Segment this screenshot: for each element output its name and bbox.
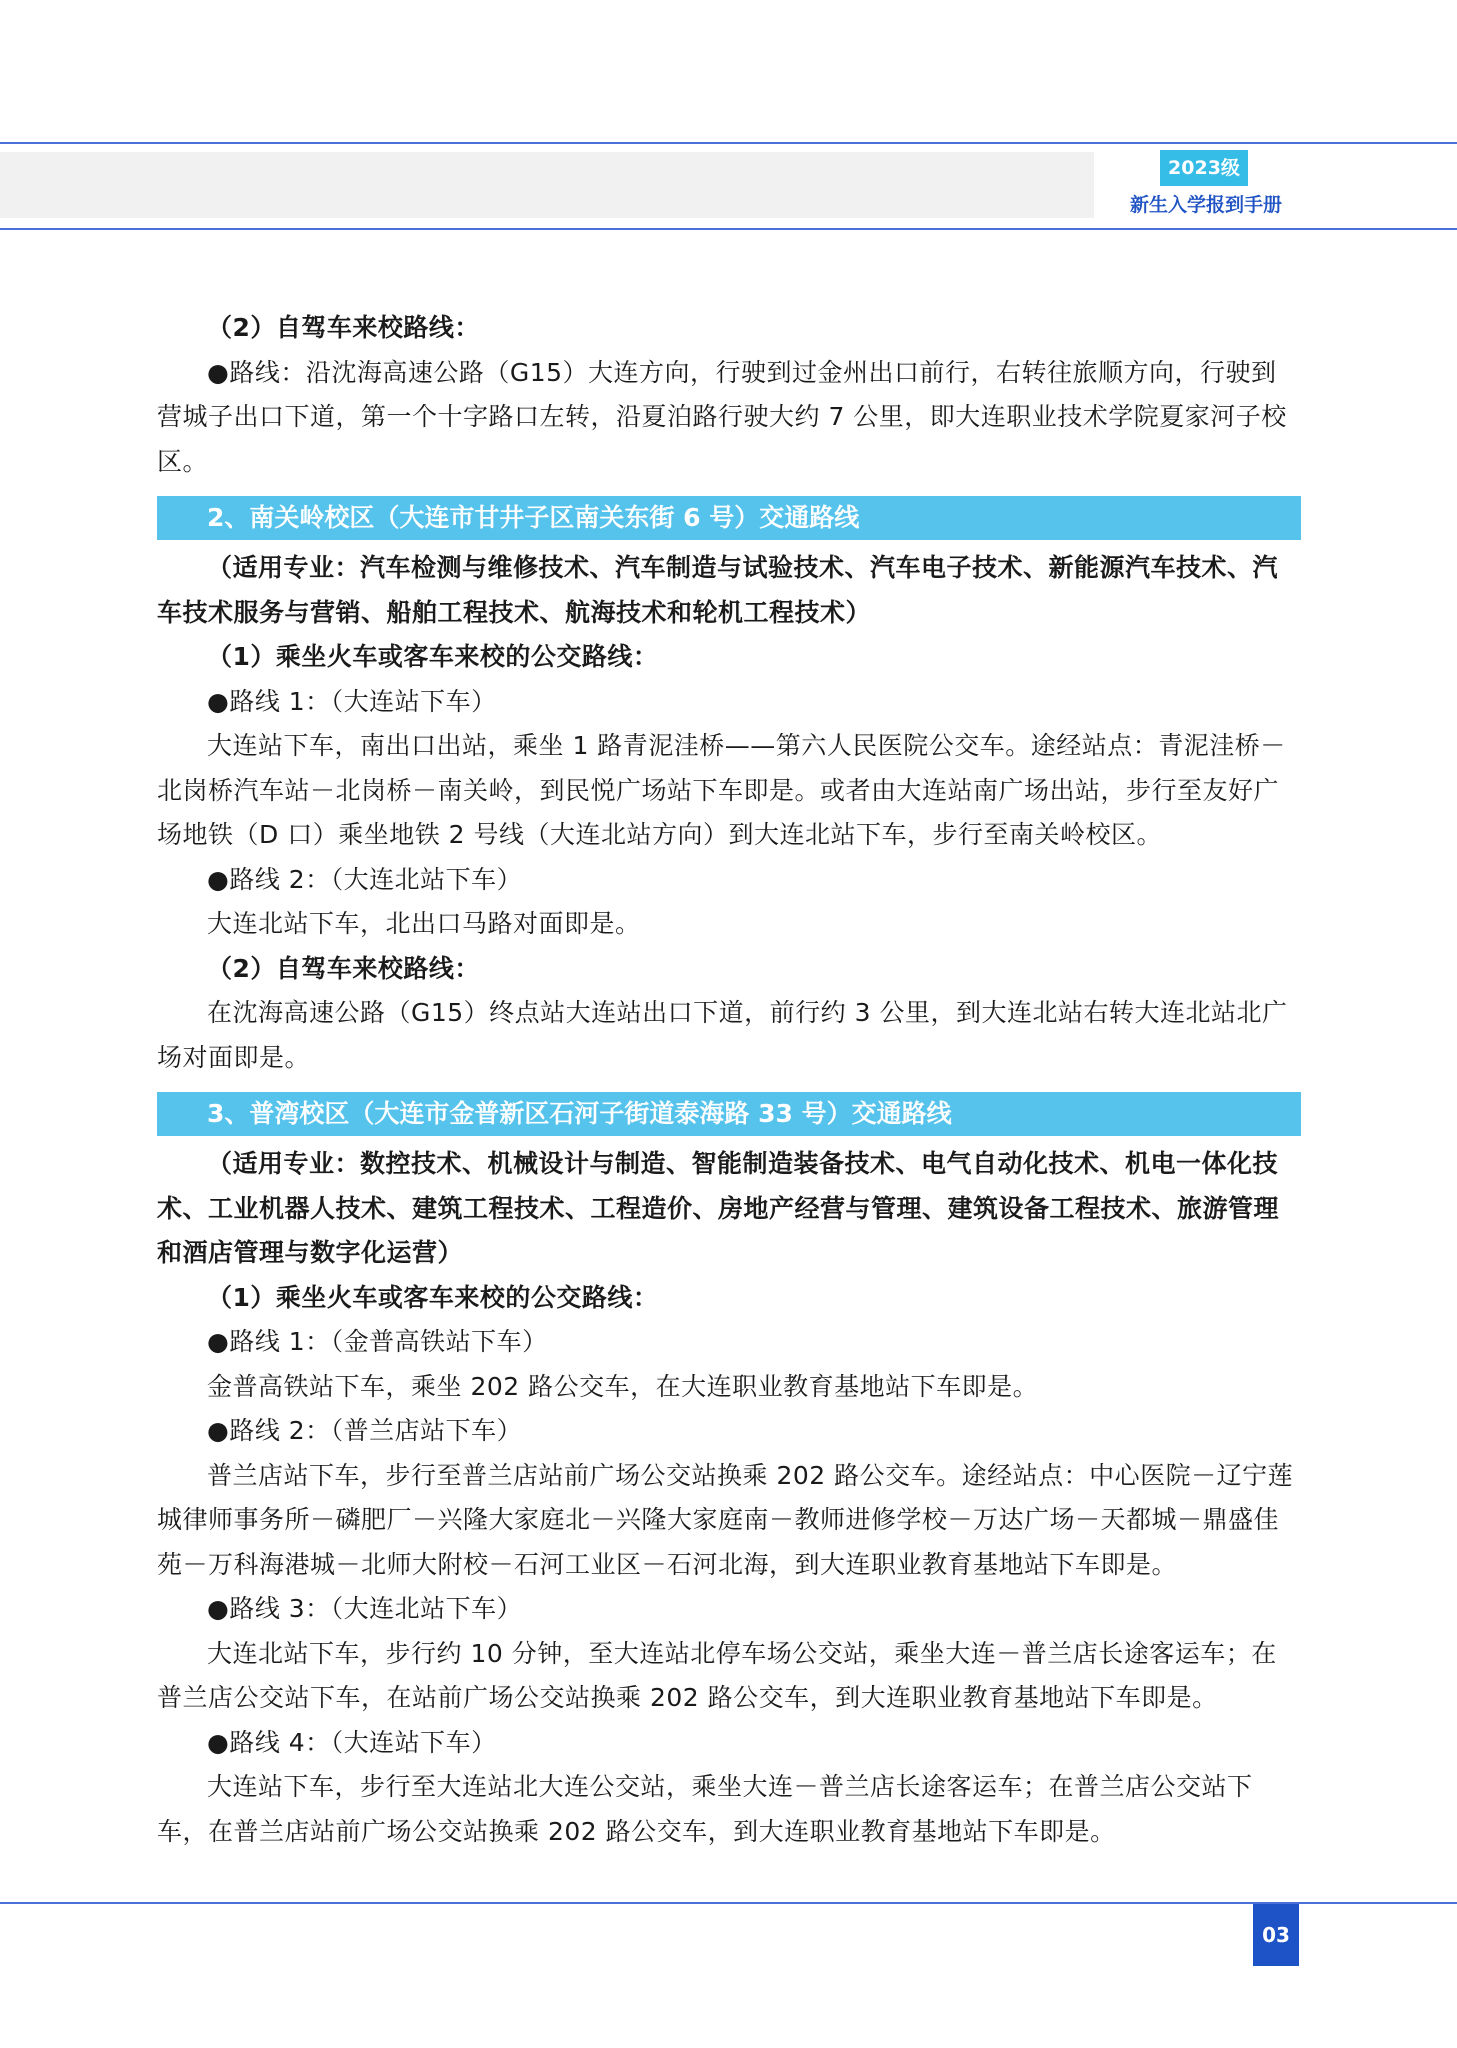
majors-nanguanling: （适用专业：汽车检测与维修技术、汽车制造与试验技术、汽车电子技术、新能源汽车技术、汽车技术服务与营销、船舶工程技术、航海技术和轮机工程技术）	[157, 553, 1279, 627]
header-subtitle: 新生入学报到手册	[1129, 194, 1282, 216]
route-title: ●路线 2：（普兰店站下车）	[207, 1416, 523, 1445]
drive-route-heading: （2）自驾车来校路线：	[207, 313, 480, 342]
route-title: ●路线 2：（大连北站下车）	[207, 864, 523, 894]
header-rule-top	[0, 142, 1457, 144]
route-text: 大连站下车，步行至大连站北大连公交站，乘坐大连－普兰店长途客运车；在普兰店公交站下车，在普兰店站前广场公交站换乘 202 路公交车，到大连职业教育基地站下车即是。	[157, 1772, 1253, 1846]
route-text: 大连站下车，南出口出站，乘坐 1 路青泥洼桥——第六人民医院公交车。途经站点：青泥洼桥－北岗桥汽车站－北岗桥－南关岭，到民悦广场站下车即是。或者由大连站南广场出站，步行至友好广场地铁（D 口）乘坐地铁 2 号线（大连北站方向）到大连北站下车，步行至南关岭校区。	[157, 731, 1286, 849]
route-text: 普兰店站下车，步行至普兰店站前广场公交站换乘 202 路公交车。途经站点：中心医院－辽宁莲城律师事务所－磷肥厂－兴隆大家庭北－兴隆大家庭南－教师进修学校－万达广场－天都城－鼎盛佳苑－万科海港城－北师大附校－石河工业区－石河北海，到大连职业教育基地站下车即是。	[157, 1460, 1294, 1579]
route-text: 大连北站下车，步行约 10 分钟，至大连站北停车场公交站，乘坐大连－普兰店长途客运车；在普兰店公交站下车，在站前广场公交站换乘 202 路公交车，到大连职业教育基地站下车即是。	[157, 1638, 1277, 1712]
footer-rule	[0, 1902, 1457, 1904]
drive-route-text: 在沈海高速公路（G15）终点站大连站出口下道，前行约 3 公里，到大连北站右转大连北站北广场对面即是。	[157, 998, 1288, 1072]
section-title-puwan: 3、普湾校区（大连市金普新区石河子街道泰海路 33 号）交通路线	[157, 1092, 1301, 1136]
page-number-badge: 03	[1253, 1904, 1299, 1966]
drive-route-heading: （2）自驾车来校路线：	[207, 953, 480, 983]
route-title: ●路线 1：（金普高铁站下车）	[207, 1327, 548, 1356]
header-year-badge: 2023级	[1160, 150, 1248, 186]
header-band	[0, 152, 1094, 218]
drive-route-text: ●路线：沿沈海高速公路（G15）大连方向，行驶到过金州出口前行，右转往旅顺方向，行驶到营城子出口下道，第一个十字路口左转，沿夏泊路行驶大约 7 公里，即大连职业技术学院夏家河子校区。	[157, 357, 1287, 476]
route-text: 大连北站下车，北出口马路对面即是。	[207, 909, 641, 938]
majors-puwan: （适用专业：数控技术、机械设计与制造、智能制造装备技术、电气自动化技术、机电一体化技术、工业机器人技术、建筑工程技术、工程造价、房地产经营与管理、建筑设备工程技术、旅游管理和酒店管理与数字化运营）	[157, 1149, 1280, 1267]
route-title: ●路线 1：（大连站下车）	[207, 686, 497, 716]
header-rule-bottom	[0, 228, 1457, 230]
route-text: 金普高铁站下车，乘坐 202 路公交车，在大连职业教育基地站下车即是。	[207, 1371, 1039, 1401]
route-title: ●路线 4：（大连站下车）	[207, 1727, 497, 1757]
bus-route-heading: （1）乘坐火车或客车来校的公交路线：	[207, 1282, 659, 1312]
route-title: ●路线 3：（大连北站下车）	[207, 1594, 523, 1623]
bus-route-heading: （1）乘坐火车或客车来校的公交路线：	[207, 642, 659, 671]
section-title-nanguanling: 2、南关岭校区（大连市甘井子区南关东街 6 号）交通路线	[157, 496, 1301, 540]
page-content	[157, 306, 1301, 1854]
